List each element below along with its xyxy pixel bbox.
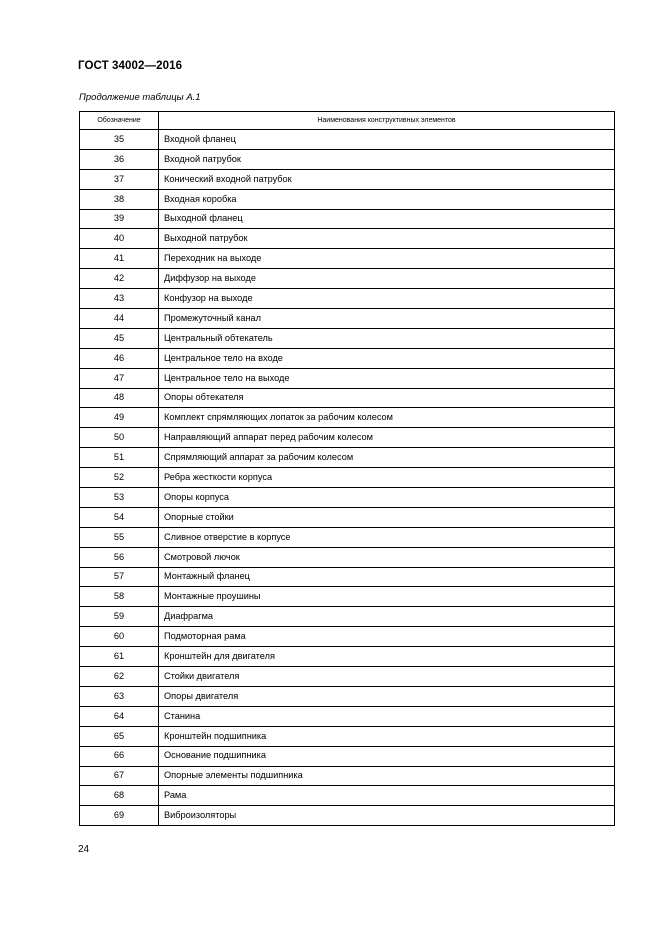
row-element-name: Рама — [159, 786, 615, 806]
row-element-name: Конический входной патрубок — [159, 169, 615, 189]
row-element-name: Виброизоляторы — [159, 806, 615, 826]
row-element-name: Опорные стойки — [159, 507, 615, 527]
table-row — [80, 388, 615, 408]
row-element-name: Комплект спрямляющих лопаток за рабочим колесом — [159, 408, 615, 428]
row-element-name: Промежуточный канал — [159, 309, 615, 329]
row-element-name: Выходной фланец — [159, 209, 615, 229]
table-row — [80, 348, 615, 368]
row-designation: 36 — [80, 149, 159, 169]
table-row — [80, 746, 615, 766]
row-element-name: Опоры корпуса — [159, 488, 615, 508]
table-row — [80, 488, 615, 508]
table-row — [80, 766, 615, 786]
row-designation: 43 — [80, 289, 159, 309]
row-designation: 39 — [80, 209, 159, 229]
row-designation: 61 — [80, 647, 159, 667]
table-row — [80, 368, 615, 388]
table-row — [80, 627, 615, 647]
row-element-name: Сливное отверстие в корпусе — [159, 527, 615, 547]
row-designation: 51 — [80, 448, 159, 468]
table-row — [80, 686, 615, 706]
row-element-name: Входной патрубок — [159, 149, 615, 169]
row-designation: 47 — [80, 368, 159, 388]
row-designation: 63 — [80, 686, 159, 706]
table-body — [80, 130, 615, 826]
row-designation: 49 — [80, 408, 159, 428]
table-row — [80, 428, 615, 448]
row-designation: 46 — [80, 348, 159, 368]
row-designation: 50 — [80, 428, 159, 448]
table-row — [80, 328, 615, 348]
row-designation: 45 — [80, 328, 159, 348]
row-element-name: Опорные элементы подшипника — [159, 766, 615, 786]
row-designation: 65 — [80, 726, 159, 746]
row-designation: 41 — [80, 249, 159, 269]
row-element-name: Центральное тело на входе — [159, 348, 615, 368]
row-element-name: Входная коробка — [159, 189, 615, 209]
table-row — [80, 169, 615, 189]
table-row — [80, 189, 615, 209]
table-row — [80, 249, 615, 269]
row-element-name: Диффузор на выходе — [159, 269, 615, 289]
table-row — [80, 706, 615, 726]
table-row — [80, 587, 615, 607]
elements-table — [79, 111, 615, 826]
row-designation: 55 — [80, 527, 159, 547]
table-row — [80, 269, 615, 289]
row-element-name: Кронштейн для двигателя — [159, 647, 615, 667]
table-row — [80, 567, 615, 587]
row-designation: 54 — [80, 507, 159, 527]
row-element-name: Входной фланец — [159, 130, 615, 150]
table-row — [80, 507, 615, 527]
row-element-name: Станина — [159, 706, 615, 726]
row-element-name: Конфузор на выходе — [159, 289, 615, 309]
table-caption: Продолжение таблицы А.1 — [79, 92, 201, 103]
row-element-name: Ребра жесткости корпуса — [159, 468, 615, 488]
row-designation: 44 — [80, 309, 159, 329]
table-row — [80, 726, 615, 746]
row-element-name: Подмоторная рама — [159, 627, 615, 647]
row-designation: 38 — [80, 189, 159, 209]
row-element-name: Кронштейн подшипника — [159, 726, 615, 746]
table-row — [80, 448, 615, 468]
page-number: 24 — [78, 844, 90, 855]
table-row — [80, 667, 615, 687]
table-row — [80, 786, 615, 806]
row-element-name: Центральное тело на выходе — [159, 368, 615, 388]
row-element-name: Монтажные проушины — [159, 587, 615, 607]
table-row — [80, 229, 615, 249]
row-designation: 62 — [80, 667, 159, 687]
row-element-name: Переходник на выходе — [159, 249, 615, 269]
row-element-name: Стойки двигателя — [159, 667, 615, 687]
table-row — [80, 547, 615, 567]
row-designation: 67 — [80, 766, 159, 786]
row-element-name: Основание подшипника — [159, 746, 615, 766]
row-element-name: Смотровой лючок — [159, 547, 615, 567]
table-row — [80, 289, 615, 309]
row-element-name: Монтажный фланец — [159, 567, 615, 587]
row-designation: 52 — [80, 468, 159, 488]
row-designation: 58 — [80, 587, 159, 607]
document-header: ГОСТ 34002—2016 — [78, 60, 183, 72]
row-designation: 59 — [80, 607, 159, 627]
table-row — [80, 468, 615, 488]
row-designation: 53 — [80, 488, 159, 508]
table-row — [80, 408, 615, 428]
table-row — [80, 607, 615, 627]
row-designation: 40 — [80, 229, 159, 249]
row-designation: 56 — [80, 547, 159, 567]
row-element-name: Выходной патрубок — [159, 229, 615, 249]
table-row — [80, 130, 615, 150]
row-designation: 48 — [80, 388, 159, 408]
table-row — [80, 149, 615, 169]
row-designation: 69 — [80, 806, 159, 826]
row-element-name: Спрямляющий аппарат за рабочим колесом — [159, 448, 615, 468]
row-designation: 66 — [80, 746, 159, 766]
row-element-name: Направляющий аппарат перед рабочим колесом — [159, 428, 615, 448]
table-row — [80, 209, 615, 229]
row-element-name: Центральный обтекатель — [159, 328, 615, 348]
row-element-name: Опоры обтекателя — [159, 388, 615, 408]
column-header-name: Наименования конструктивных элементов — [159, 112, 615, 130]
table-row — [80, 309, 615, 329]
row-designation: 37 — [80, 169, 159, 189]
row-designation: 57 — [80, 567, 159, 587]
row-designation: 42 — [80, 269, 159, 289]
row-element-name: Диафрагма — [159, 607, 615, 627]
row-designation: 64 — [80, 706, 159, 726]
table-row — [80, 527, 615, 547]
table-row — [80, 647, 615, 667]
table-header-row — [80, 112, 615, 130]
row-designation: 68 — [80, 786, 159, 806]
table-row — [80, 806, 615, 826]
row-designation: 35 — [80, 130, 159, 150]
column-header-designation: Обозначение — [80, 112, 159, 130]
row-designation: 60 — [80, 627, 159, 647]
row-element-name: Опоры двигателя — [159, 686, 615, 706]
